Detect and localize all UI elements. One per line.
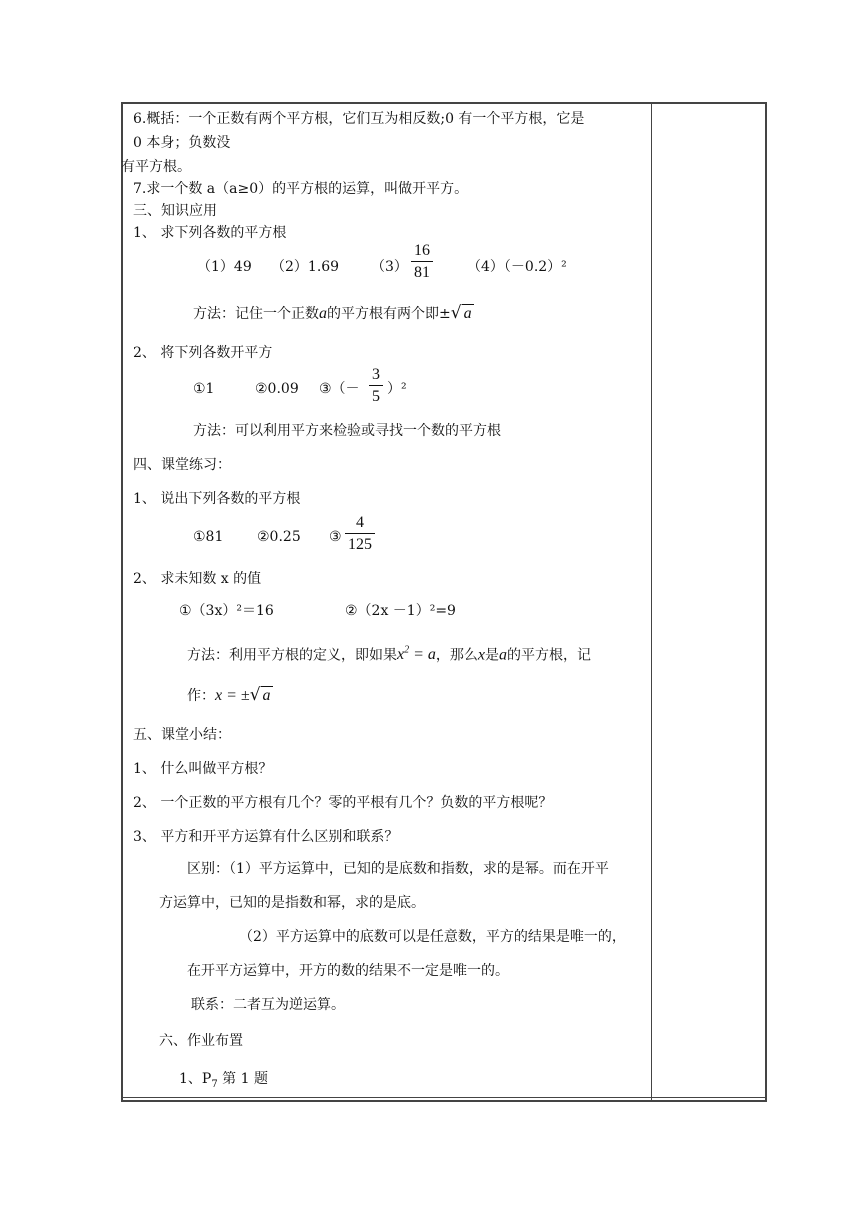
method-tail: 的平方根，记 — [507, 647, 592, 664]
sqrt-a — [250, 686, 273, 705]
item6-line3: 有平方根。 — [121, 159, 191, 175]
section3-q1: 1、 求下列各数的平方根 — [133, 225, 287, 241]
method-prefix: 方法：记住一个正数 — [193, 306, 319, 322]
q1-method — [193, 304, 474, 323]
lesson-table — [121, 102, 767, 1102]
section5-q3: 3、 平方和开平方运算有什么区别和联系？ — [133, 829, 399, 845]
q2-method: 方法：可以利用平方来检验或寻找一个数的平方根 — [193, 423, 501, 439]
q1-item-4: （4）（－0.2）² — [467, 259, 567, 275]
radical-sign-icon: √ — [249, 685, 261, 705]
item7-text: 7.求一个数 a（a≥0）的平方根的运算，叫做开平方。 — [133, 181, 469, 197]
fraction-denominator: 125 — [348, 536, 372, 553]
hw-suffix: 第 1 题 — [217, 1071, 268, 1087]
s4-q1-item-3: ③ — [329, 529, 342, 545]
q1-item-3: （3） — [371, 259, 408, 275]
s4-method-note — [187, 686, 273, 705]
method-eq-x: x — [397, 646, 405, 664]
item6-line2: 0 本身；负数没 — [133, 135, 231, 151]
section6-heading: 六、作业布置 — [159, 1033, 243, 1049]
section4-q2: 2、 求未知数 x 的值 — [133, 571, 262, 587]
q2-item-2: ②0.09 — [255, 381, 299, 397]
method-eq — [397, 646, 436, 663]
fraction-numerator: 4 — [356, 514, 364, 531]
q1-item-1: （1）49 — [197, 259, 252, 275]
fraction-bar — [411, 261, 433, 262]
fraction-numerator: 3 — [372, 366, 380, 383]
q2-item-3: ③（－ — [319, 381, 360, 397]
notes-column — [652, 104, 765, 1100]
radicand: a — [262, 687, 271, 704]
fraction-bar — [345, 533, 375, 534]
note-prefix: 作： — [187, 688, 215, 704]
method-mid: ，那么 — [435, 647, 478, 664]
diff-line3: （2）平方运算中的底数可以是任意数，平方的结果是唯一的， — [239, 929, 626, 945]
diff-line1: 区别：（1）平方运算中，已知的是底数和指数，求的是幂。而在开平 — [187, 861, 609, 877]
sqrt-a — [451, 304, 474, 323]
fraction-16-81 — [411, 242, 433, 282]
method-mid: 的平方根有两个即± — [327, 306, 451, 322]
q2-item-3-tail: ）² — [387, 381, 407, 397]
section3-q2: 2、 将下列各数开平方 — [133, 345, 273, 361]
relation-line: 联系：二者互为逆运算。 — [191, 997, 345, 1013]
s4-q2-item-1: ①（3x）²＝16 — [179, 603, 274, 619]
method-x: x — [477, 646, 486, 664]
fraction-4-125 — [345, 514, 375, 554]
fraction-denominator: 81 — [414, 264, 430, 281]
section4-heading: 四、课堂练习： — [133, 457, 231, 473]
hw-prefix: 1、P — [179, 1071, 212, 1087]
method-var-a: a — [319, 305, 327, 322]
section5-heading: 五、课堂小结： — [133, 727, 231, 743]
fraction-denominator: 5 — [372, 388, 380, 405]
fraction-3-5 — [369, 366, 383, 406]
s4-q2-item-2: ②（2x －1）²=9 — [345, 603, 456, 619]
fraction-numerator: 16 — [414, 242, 430, 259]
section5-q2: 2、 一个正数的平方根有几个？零的平根有几个？负数的平方根呢？ — [133, 795, 553, 811]
method-eq-rest: = a — [409, 646, 436, 664]
s4-q1-item-1: ①81 — [193, 529, 224, 545]
fraction-bar — [369, 385, 383, 386]
section3-heading: 三、知识应用 — [133, 203, 217, 219]
s4-q1-item-2: ②0.25 — [257, 529, 301, 545]
radical-sign-icon: √ — [450, 303, 462, 323]
radicand: a — [463, 305, 472, 322]
lesson-content — [123, 104, 651, 1100]
diff-line2: 方运算中，已知的是指数和幂，求的是底。 — [159, 895, 425, 911]
q2-item-1: ①1 — [193, 381, 215, 397]
method-prefix: 方法：利用平方根的定义，即如果 — [187, 647, 397, 664]
diff-line4: 在开平方运算中，开方的数的结果不一定是唯一的。 — [187, 963, 509, 979]
method-a: a — [499, 646, 508, 664]
homework-line — [179, 1070, 268, 1094]
s4-method — [187, 642, 591, 664]
q1-item-2: （2）1.69 — [271, 259, 340, 275]
section5-q1: 1、 什么叫做平方根？ — [133, 761, 273, 777]
hw-page-sub: 7 — [211, 1078, 218, 1090]
method-is: 是 — [485, 647, 500, 664]
item6-line1: 6.概括：一个正数有两个平方根，它们互为相反数;0 有一个平方根，它是 — [133, 111, 585, 127]
section4-q1: 1、 说出下列各数的平方根 — [133, 491, 301, 507]
method-eq-exponent: 2 — [404, 645, 410, 656]
note-eq: x = ± — [215, 687, 250, 704]
